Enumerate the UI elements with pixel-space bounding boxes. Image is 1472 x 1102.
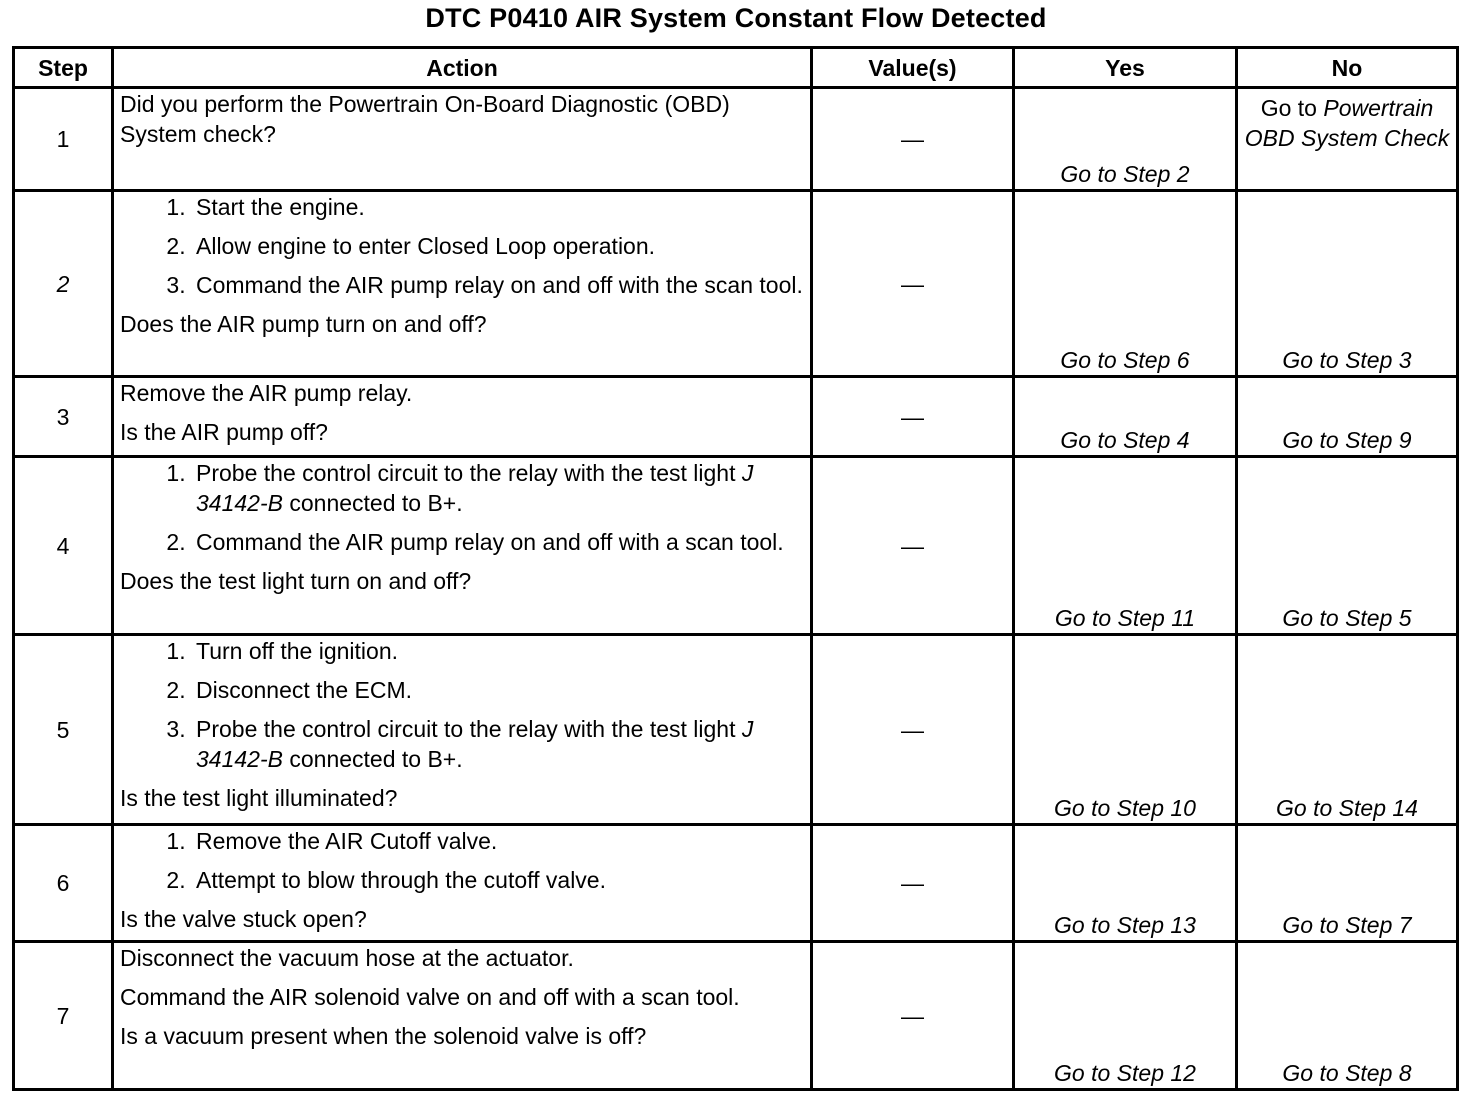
table-row <box>14 377 1458 457</box>
value-cell: — <box>812 88 1014 191</box>
header-yes: Yes <box>1014 48 1237 88</box>
action-list <box>120 636 804 774</box>
yes-result: Go to Step 4 <box>1014 377 1237 457</box>
action-text: Did you perform the Powertrain On-Board Diagnostic (OBD) System check? <box>120 91 730 147</box>
page-title: DTC P0410 AIR System Constant Flow Detected <box>425 3 1047 33</box>
action-list-item: 3. Command the AIR pump relay on and off with the scan tool. <box>192 270 804 300</box>
value-cell: — <box>812 825 1014 942</box>
action-cell <box>113 88 812 191</box>
table-row <box>14 942 1458 1090</box>
action-cell <box>113 635 812 825</box>
action-question: Is the valve stuck open? <box>120 906 367 932</box>
header-action: Action <box>113 48 812 88</box>
no-result: Go to Step 14 <box>1237 635 1458 825</box>
header-row <box>14 48 1458 88</box>
action-question: Does the test light turn on and off? <box>120 568 472 594</box>
value-cell: — <box>812 191 1014 377</box>
step-number: 3 <box>14 377 113 457</box>
action-list <box>120 458 804 557</box>
action-question: Does the AIR pump turn on and off? <box>120 311 487 337</box>
action-list-item: 3. Probe the control circuit to the relay with the test light J 34142-B connected to B+. <box>192 714 804 774</box>
yes-result: Go to Step 12 <box>1014 942 1237 1090</box>
action-list <box>120 826 804 895</box>
action-text: Command the AIR solenoid valve on and off with a scan tool. <box>120 984 740 1010</box>
value-cell: — <box>812 377 1014 457</box>
header-step: Step <box>14 48 113 88</box>
action-text: Disconnect the vacuum hose at the actuator. <box>120 945 574 971</box>
action-cell <box>113 825 812 942</box>
step-number: 6 <box>14 825 113 942</box>
action-question: Is the test light illuminated? <box>120 785 398 811</box>
action-list-item: 1. Start the engine. <box>192 192 804 222</box>
tool-number: J 34142-B <box>196 716 754 772</box>
action-list-item: 1. Remove the AIR Cutoff valve. <box>192 826 804 856</box>
action-cell <box>113 377 812 457</box>
action-list-item: 1. Probe the control circuit to the relay with the test light J 34142-B connected to B+. <box>192 458 804 518</box>
no-result: Go to Step 5 <box>1237 457 1458 635</box>
step-number: 2 <box>14 191 113 377</box>
yes-result: Go to Step 6 <box>1014 191 1237 377</box>
step-number: 4 <box>14 457 113 635</box>
value-cell: — <box>812 635 1014 825</box>
no-result: Go to Step 8 <box>1237 942 1458 1090</box>
action-list <box>120 192 804 300</box>
value-cell: — <box>812 942 1014 1090</box>
step-number: 5 <box>14 635 113 825</box>
action-list-item: 1. Turn off the ignition. <box>192 636 804 666</box>
yes-result: Go to Step 10 <box>1014 635 1237 825</box>
step-number: 7 <box>14 942 113 1090</box>
no-result: Go to Step 9 <box>1237 377 1458 457</box>
action-list-item: 2. Disconnect the ECM. <box>192 675 804 705</box>
action-text: Remove the AIR pump relay. <box>120 380 413 406</box>
value-cell: — <box>812 457 1014 635</box>
action-list-item: 2. Allow engine to enter Closed Loop operation. <box>192 231 804 261</box>
yes-result: Go to Step 11 <box>1014 457 1237 635</box>
no-result: Go to Step 7 <box>1237 825 1458 942</box>
action-list-item: 2. Attempt to blow through the cutoff valve. <box>192 865 804 895</box>
action-cell <box>113 457 812 635</box>
header-values: Value(s) <box>812 48 1014 88</box>
action-cell <box>113 191 812 377</box>
table-row <box>14 191 1458 377</box>
action-cell <box>113 942 812 1090</box>
diagnostic-table <box>12 46 1459 1091</box>
no-result: Go to Step 3 <box>1237 191 1458 377</box>
action-question: Is the AIR pump off? <box>120 419 328 445</box>
yes-result: Go to Step 13 <box>1014 825 1237 942</box>
table-row <box>14 825 1458 942</box>
table-row <box>14 635 1458 825</box>
table-row <box>14 88 1458 191</box>
action-list-item: 2. Command the AIR pump relay on and off with a scan tool. <box>192 527 804 557</box>
no-result: Go to Powertrain OBD System Check <box>1237 88 1458 191</box>
table-row <box>14 457 1458 635</box>
header-no: No <box>1237 48 1458 88</box>
step-number: 1 <box>14 88 113 191</box>
tool-number: J 34142-B <box>196 460 754 516</box>
yes-result: Go to Step 2 <box>1014 88 1237 191</box>
no-result-link: Powertrain OBD System Check <box>1244 95 1450 151</box>
action-question: Is a vacuum present when the solenoid valve is off? <box>120 1023 647 1049</box>
